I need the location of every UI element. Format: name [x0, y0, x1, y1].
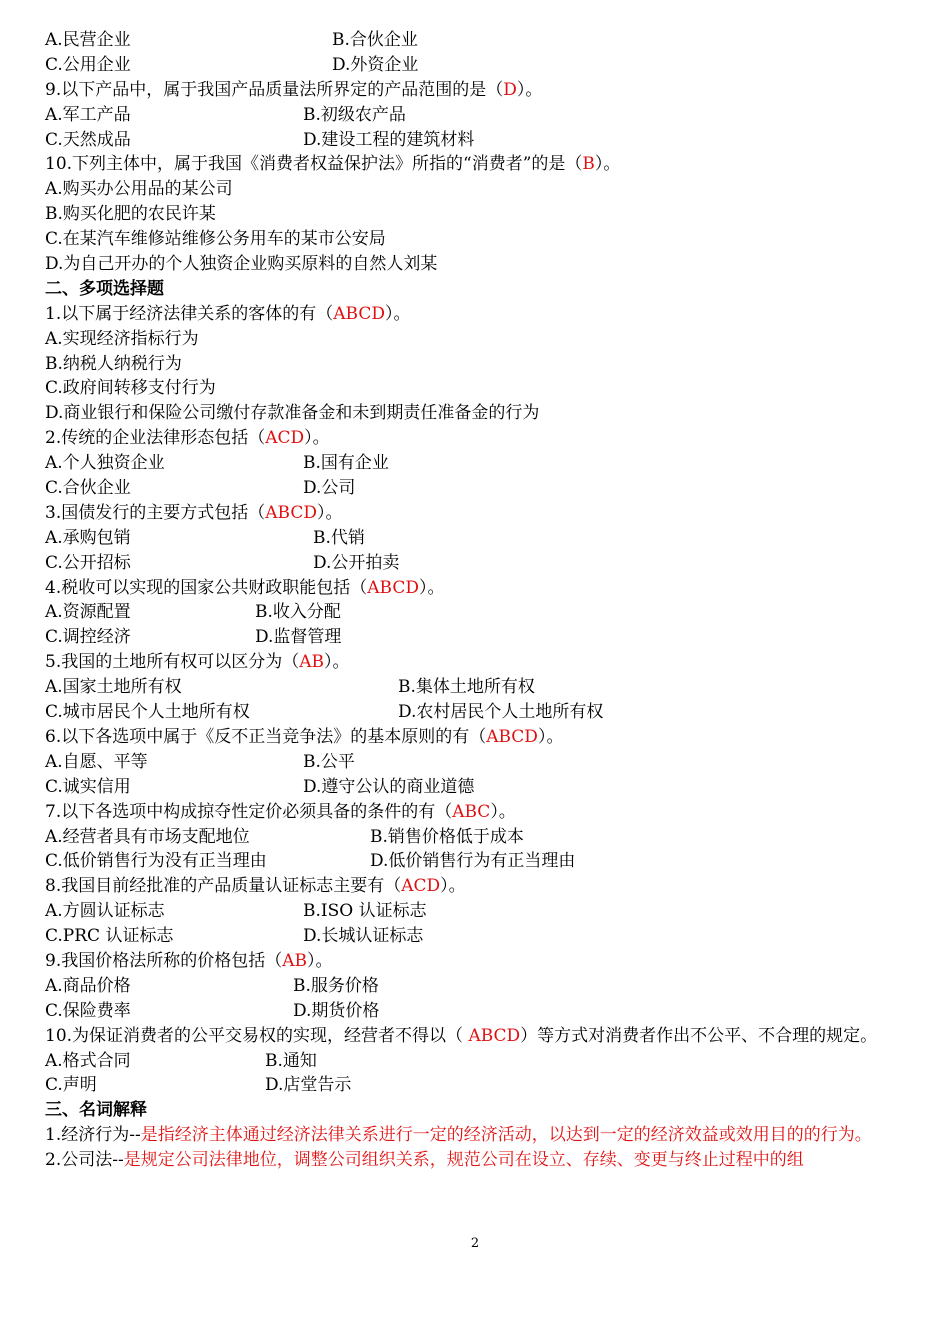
option-a: A.经营者具有市场支配地位: [45, 826, 250, 847]
answer: D: [503, 79, 517, 100]
question-text-end: ）。: [537, 726, 564, 747]
option-b: B.合伙企业: [332, 30, 418, 50]
question-text-end: ）。: [516, 79, 543, 100]
option-b: B.ISO 认证标志: [303, 901, 427, 922]
option-c: C.诚实信用: [45, 776, 131, 797]
option-b: B.收入分配: [255, 602, 341, 623]
term-label: 1.经济行为--: [45, 1125, 141, 1146]
option-d: D.低价销售行为有正当理由: [370, 851, 576, 872]
option-d: D.监督管理: [255, 627, 342, 648]
option-row: [45, 825, 907, 850]
option-c: C.公开招标: [45, 552, 131, 573]
option-c: C.在某汽车维修站维修公务用车的某市公安局: [45, 229, 386, 250]
term-definition-1: [45, 1123, 907, 1148]
option-a: A.格式合同: [45, 1050, 131, 1071]
option-b: B.通知: [265, 1050, 317, 1071]
option-d: D.外资企业: [332, 54, 419, 75]
option-row: [45, 924, 907, 949]
mc-question-2: [45, 426, 907, 451]
option-row: [45, 128, 907, 153]
option-a: A.自愿、平等: [45, 751, 148, 772]
option-row: [45, 700, 907, 725]
option-row: [45, 675, 907, 700]
option-row: [45, 28, 907, 53]
option-d: D.长城认证标志: [303, 926, 424, 947]
option-a: A.购买办公用品的某公司: [45, 179, 233, 200]
question-text: 6.以下各选项中属于《反不正当竞争法》的基本原则的有（: [45, 726, 487, 747]
option-c: C.保险费率: [45, 1000, 131, 1021]
option-d: D.公司: [303, 478, 356, 499]
option-b: B.国有企业: [303, 453, 389, 474]
option-a: A.民营企业: [45, 30, 131, 50]
option-d: D.店堂告示: [265, 1075, 352, 1096]
question-text-end: ）。: [490, 801, 516, 822]
question-text-end: ）。: [594, 154, 621, 175]
answer: ACD: [401, 876, 441, 897]
question-10: [45, 152, 907, 177]
option-a: A.个人独资企业: [45, 453, 165, 474]
option-b: B.集体土地所有权: [398, 677, 535, 698]
section-heading-multiple-choice: 二、多项选择题: [45, 278, 164, 299]
option-row: [45, 551, 907, 576]
mc-question-1: [45, 302, 907, 327]
option-a: A.资源配置: [45, 602, 131, 623]
answer: ABC: [452, 801, 491, 822]
mc-question-6: [45, 725, 907, 750]
mc-question-4: [45, 576, 907, 601]
option-row: [45, 103, 907, 128]
question-text: 9.以下产品中，属于我国产品质量法所界定的产品范围的是（: [45, 79, 504, 100]
document-page: [45, 28, 907, 1173]
option-row: [45, 476, 907, 501]
answer: ABCD: [468, 1025, 521, 1046]
option-d: D.为自己开办的个人独资企业购买原料的自然人刘某: [45, 254, 438, 275]
option-a: A.国家土地所有权: [45, 677, 182, 698]
question-text: 4.税收可以实现的国家公共财政职能包括（: [45, 577, 368, 598]
question-text: 8.我国目前经批准的产品质量认证标志主要有（: [45, 876, 402, 897]
question-text-end: ）。: [324, 652, 350, 673]
option-a: A.承购包销: [45, 527, 131, 548]
answer: ABCD: [333, 303, 385, 324]
question-text: 10.下列主体中，属于我国《消费者权益保护法》所指的“消费者”的是（: [45, 154, 583, 175]
section-heading-terms: 三、名词解释: [45, 1100, 147, 1121]
option-row: [45, 451, 907, 476]
option-c: C.天然成品: [45, 129, 131, 150]
answer: AB: [299, 652, 325, 673]
question-text-end: ）。: [440, 876, 466, 897]
option-row: [45, 526, 907, 551]
mc-question-10: [45, 1024, 907, 1049]
option-b: B.初级农产品: [303, 104, 406, 125]
answer: AB: [282, 950, 308, 971]
term-definition-2: [45, 1148, 907, 1173]
mc-question-3: [45, 501, 907, 526]
option-d: D.遵守公认的商业道德: [303, 776, 475, 797]
question-text: 2.传统的企业法律形态包括（: [45, 428, 266, 449]
option-d: D.建设工程的建筑材料: [303, 129, 475, 150]
answer: ABCD: [486, 726, 538, 747]
option-row: [45, 849, 907, 874]
option-b: B.服务价格: [293, 975, 379, 996]
answer: ABCD: [367, 577, 419, 598]
option-a: A.商品价格: [45, 975, 131, 996]
question-text-end: ）。: [307, 950, 333, 971]
answer: ACD: [265, 428, 305, 449]
option-d: D.商业银行和保险公司缴付存款准备金和未到期责任准备金的行为: [45, 403, 540, 424]
option-b: B.公平: [303, 751, 355, 772]
question-text: 3.国债发行的主要方式包括（: [45, 502, 266, 523]
question-text: 10.为保证消费者的公平交易权的实现，经营者不得以（: [45, 1025, 469, 1046]
option-a: A.实现经济指标行为: [45, 328, 199, 349]
term-definition: 是规定公司法律地位，调整公司组织关系，规范公司在设立、存续、变更与终止过程中的组: [123, 1150, 804, 1171]
option-row: [45, 1049, 907, 1074]
option-b: B.代销: [313, 527, 365, 548]
mc-question-8: [45, 874, 907, 899]
question-text: 9.我国价格法所称的价格包括（: [45, 950, 283, 971]
option-b: B.纳税人纳税行为: [45, 353, 182, 374]
page-number: 2: [470, 1236, 480, 1251]
option-d: D.农村居民个人土地所有权: [398, 702, 604, 723]
option-c: C.低价销售行为没有正当理由: [45, 851, 267, 872]
option-row: [45, 600, 907, 625]
option-a: A.军工产品: [45, 104, 131, 125]
question-text-end: ）。: [384, 303, 411, 324]
option-row: [45, 53, 907, 78]
mc-question-5: [45, 650, 907, 675]
option-c: C.PRC 认证标志: [45, 926, 174, 947]
option-c: C.声明: [45, 1075, 97, 1096]
option-d: D.公开拍卖: [313, 552, 400, 573]
question-text-end: ）等方式对消费者作出不公平、不合理的规定。: [520, 1025, 878, 1046]
option-b: B.销售价格低于成本: [370, 826, 524, 847]
option-c: C.公用企业: [45, 54, 131, 75]
mc-question-9: [45, 949, 907, 974]
option-c: C.城市居民个人土地所有权: [45, 702, 250, 723]
option-row: [45, 1073, 907, 1098]
term-label: 2.公司法--: [45, 1150, 124, 1171]
option-row: [45, 775, 907, 800]
option-row: [45, 999, 907, 1024]
option-b: B.购买化肥的农民许某: [45, 204, 216, 225]
question-text-end: ）。: [316, 502, 343, 523]
option-d: D.期货价格: [293, 1000, 380, 1021]
option-row: [45, 625, 907, 650]
option-row: [45, 974, 907, 999]
option-c: C.政府间转移支付行为: [45, 378, 216, 399]
question-text: 1.以下属于经济法律关系的客体的有（: [45, 303, 334, 324]
mc-question-7: [45, 800, 907, 825]
question-text: 5.我国的土地所有权可以区分为（: [45, 652, 300, 673]
answer: B: [582, 154, 595, 175]
term-definition: 是指经济主体通过经济法律关系进行一定的经济活动，以达到一定的经济效益或效用目的的行为。: [140, 1125, 872, 1146]
option-a: A.方圆认证标志: [45, 901, 165, 922]
option-c: C.合伙企业: [45, 478, 131, 499]
option-row: [45, 750, 907, 775]
answer: ABCD: [265, 502, 317, 523]
question-text-end: ）。: [304, 428, 330, 449]
option-c: C.调控经济: [45, 627, 131, 648]
question-text: 7.以下各选项中构成掠夺性定价必须具备的条件的有（: [45, 801, 453, 822]
option-row: [45, 899, 907, 924]
question-text-end: ）。: [418, 577, 445, 598]
question-9: [45, 78, 907, 103]
